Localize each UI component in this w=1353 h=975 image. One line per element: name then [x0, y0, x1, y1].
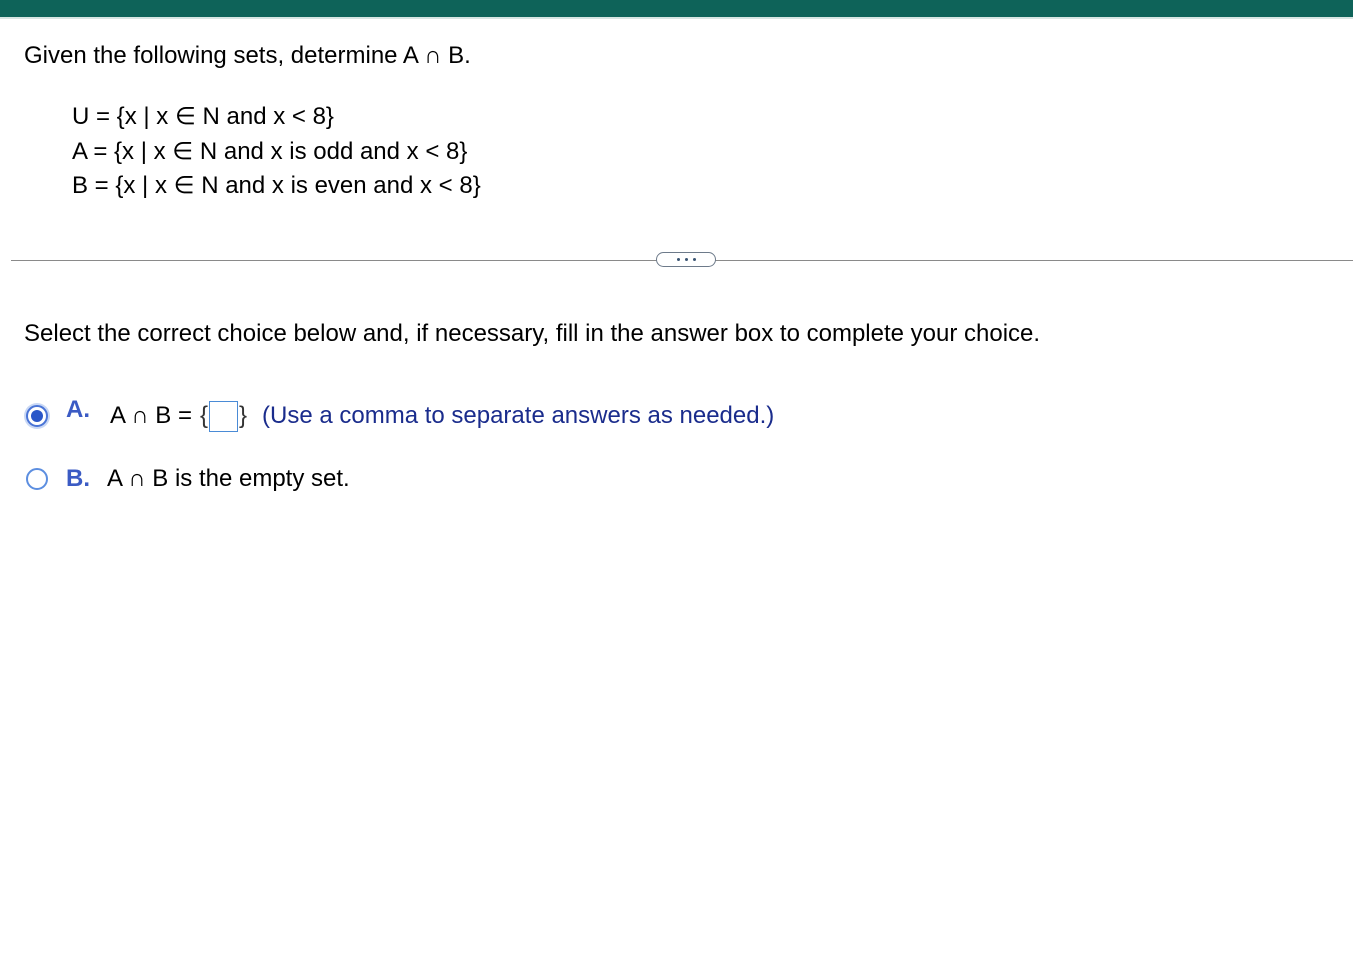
ellipsis-icon [693, 258, 696, 261]
choice-b-letter: B. [66, 465, 90, 492]
set-definitions [72, 100, 481, 204]
set-u-definition: U = {x | x ∈ N and x < 8} [72, 103, 334, 130]
question-prompt: Given the following sets, determine A ∩ B. [24, 42, 471, 69]
choice-b-expression: A ∩ B is the empty set. [107, 465, 350, 492]
close-brace: } [238, 402, 247, 429]
set-b-definition: B = {x | x ∈ N and x is even and x < 8} [72, 172, 481, 199]
header-bar [0, 0, 1353, 17]
set-a-definition: A = {x | x ∈ N and x is odd and x < 8} [72, 137, 468, 165]
choice-b-radio[interactable] [26, 468, 48, 490]
radio-selected-dot-icon [31, 410, 43, 422]
choice-b[interactable] [26, 463, 350, 495]
choice-a-radio[interactable] [26, 405, 48, 427]
choice-a-letter: A. [66, 396, 90, 423]
answer-input[interactable] [209, 401, 238, 432]
header-bar-underline [0, 17, 1353, 19]
ellipsis-icon [677, 258, 680, 261]
choice-a-hint: (Use a comma to separate answers as needed.) [262, 402, 775, 429]
ellipsis-icon [685, 258, 688, 261]
choice-a[interactable] [26, 396, 775, 433]
choice-a-expression: A ∩ B = [110, 402, 192, 429]
instruction-text: Select the correct choice below and, if necessary, fill in the answer box to complete your choice. [24, 320, 1041, 347]
show-more-button[interactable] [656, 252, 716, 267]
open-brace: { [199, 402, 208, 429]
